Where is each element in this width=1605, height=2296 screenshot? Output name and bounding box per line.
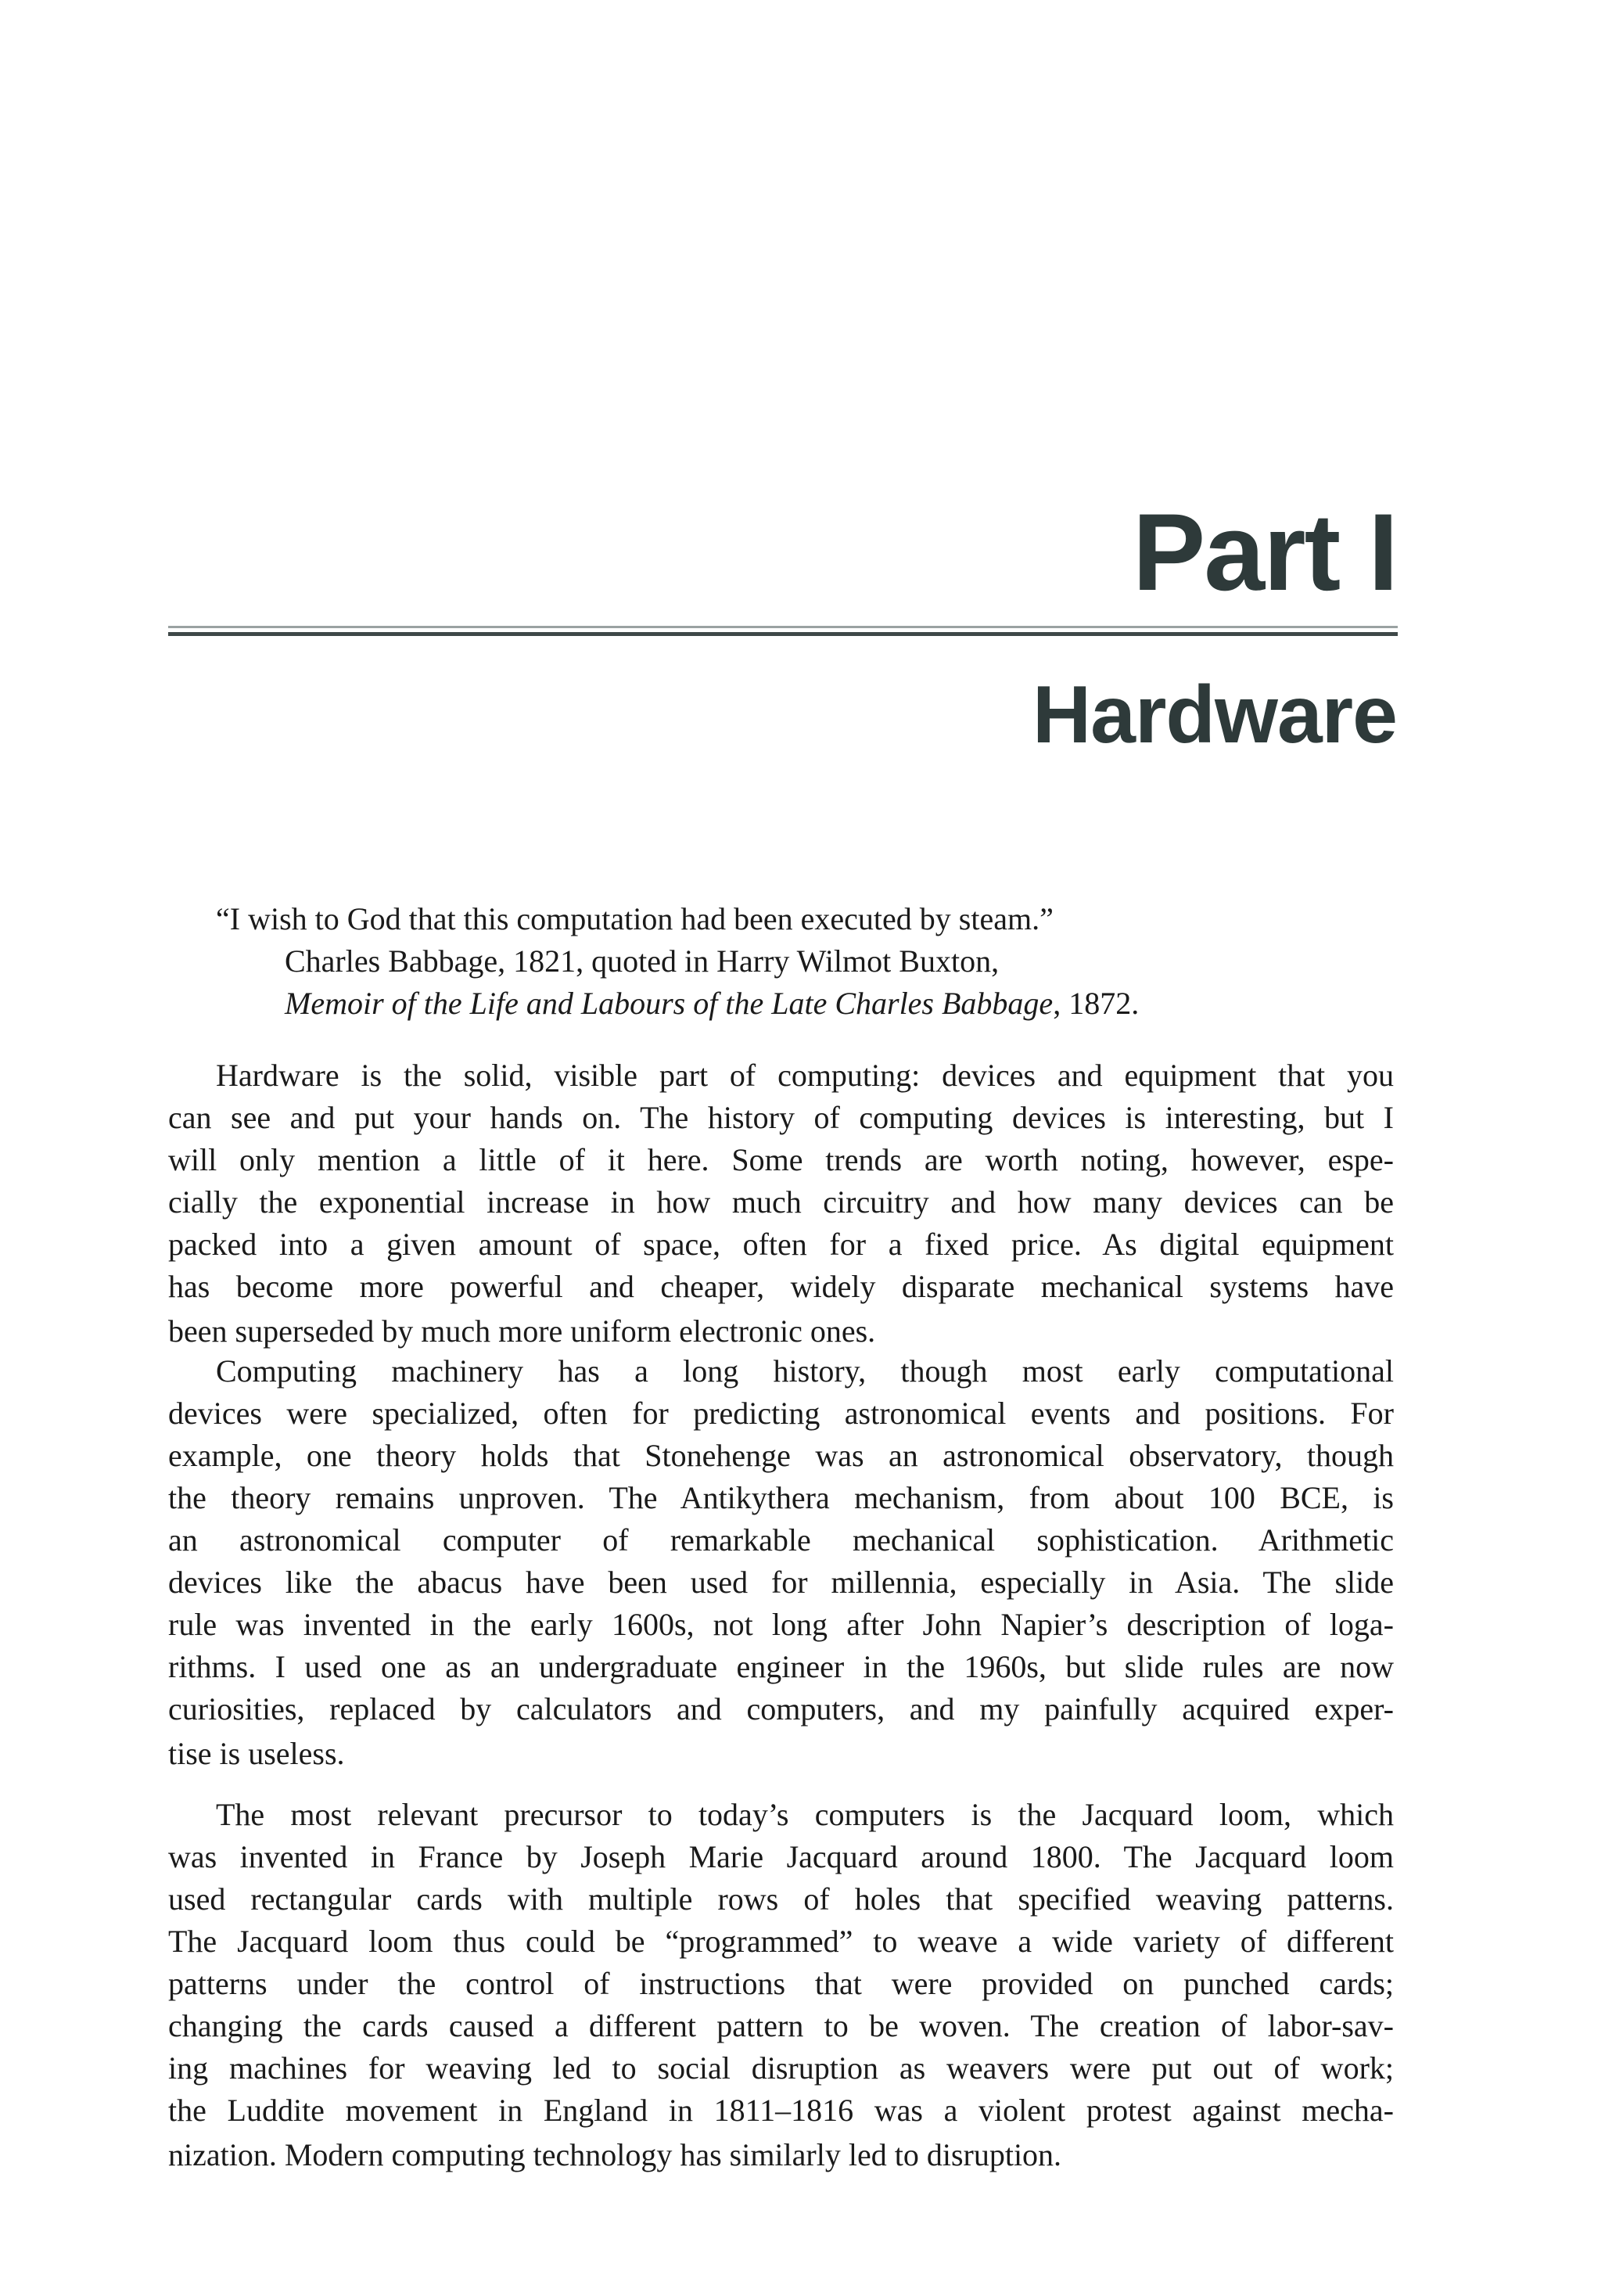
title-rule-thin: [168, 626, 1398, 628]
epigraph-quote: “I wish to God that this computation had been executed by steam.”: [216, 901, 1054, 936]
paragraph-line: rule was invented in the early 1600s, not long after John Napier’s description of loga-: [168, 1607, 1394, 1642]
paragraph-line: been superseded by much more uniform electronic ones.: [168, 1313, 876, 1349]
paragraph-line: the Luddite movement in England in 1811–1816 was a violent protest against mecha-: [168, 2093, 1394, 2128]
part-subtitle: Hardware: [1032, 670, 1397, 760]
part-title: Part I: [1132, 490, 1397, 613]
paragraph-line: tise is useless.: [168, 1736, 345, 1771]
epigraph: [216, 898, 1139, 1025]
paragraph: [168, 1796, 1394, 2176]
epigraph-attribution: Charles Babbage, 1821, quoted in Harry Wilmot Buxton,: [285, 943, 1000, 979]
title-rule-thick: [168, 632, 1398, 636]
paragraph-line: rithms. I used one as an undergraduate engineer in the 1960s, but slide rules are now: [168, 1649, 1394, 1684]
paragraph-line: devices were specialized, often for predicting astronomical events and positions. For: [168, 1396, 1394, 1431]
paragraph-line: curiosities, replaced by calculators and computers, and my painfully acquired exper-: [168, 1691, 1394, 1726]
paragraph-line: changing the cards caused a different pattern to be woven. The creation of labor-sav-: [168, 2008, 1394, 2043]
paragraph-line: packed into a given amount of space, often for a fixed price. As digital equipment: [168, 1227, 1394, 1262]
paragraph-line: ing machines for weaving led to social disruption as weavers were put out of work;: [168, 2050, 1394, 2086]
paragraph-line: patterns under the control of instructions that were provided on punched cards;: [168, 1966, 1394, 2001]
epigraph-book-title: Memoir of the Life and Labours of the Late Charles Babbage: [285, 986, 1054, 1021]
paragraph-line: will only mention a little of it here. Some trends are worth noting, however, espe-: [168, 1142, 1394, 1177]
paragraph-line: devices like the abacus have been used for millennia, especially in Asia. The slide: [168, 1565, 1394, 1600]
paragraph-line: the theory remains unproven. The Antikythera mechanism, from about 100 BCE, is: [168, 1480, 1394, 1515]
paragraph-line: The most relevant precursor to today’s computers is the Jacquard loom, which: [216, 1797, 1394, 1832]
paragraph: [168, 1353, 1394, 1775]
paragraph-line: Hardware is the solid, visible part of computing: devices and equipment that you: [216, 1058, 1394, 1093]
paragraph-line: an astronomical computer of remarkable mechanical sophistication. Arithmetic: [168, 1522, 1394, 1558]
paragraph-line: The Jacquard loom thus could be “programmed” to weave a wide variety of different: [168, 1924, 1394, 1959]
paragraph-line: used rectangular cards with multiple rows of holes that specified weaving patterns.: [168, 1881, 1394, 1917]
paragraph-line: example, one theory holds that Stonehenge was an astronomical observatory, though: [168, 1438, 1394, 1473]
paragraph: [168, 1057, 1394, 1353]
paragraph-line: was invented in France by Joseph Marie Jacquard around 1800. The Jacquard loom: [168, 1839, 1394, 1874]
paragraph-line: cially the exponential increase in how much circuitry and how many devices can be: [168, 1184, 1394, 1220]
epigraph-source: [216, 983, 1139, 1025]
paragraph-line: Computing machinery has a long history, though most early computational: [216, 1353, 1394, 1389]
paragraph-line: can see and put your hands on. The history of computing devices is interesting, but I: [168, 1100, 1394, 1135]
paragraph-line: has become more powerful and cheaper, widely disparate mechanical systems have: [168, 1269, 1394, 1304]
paragraph-line: nization. Modern computing technology has similarly led to disruption.: [168, 2137, 1062, 2172]
epigraph-book-year: , 1872.: [1053, 986, 1140, 1021]
